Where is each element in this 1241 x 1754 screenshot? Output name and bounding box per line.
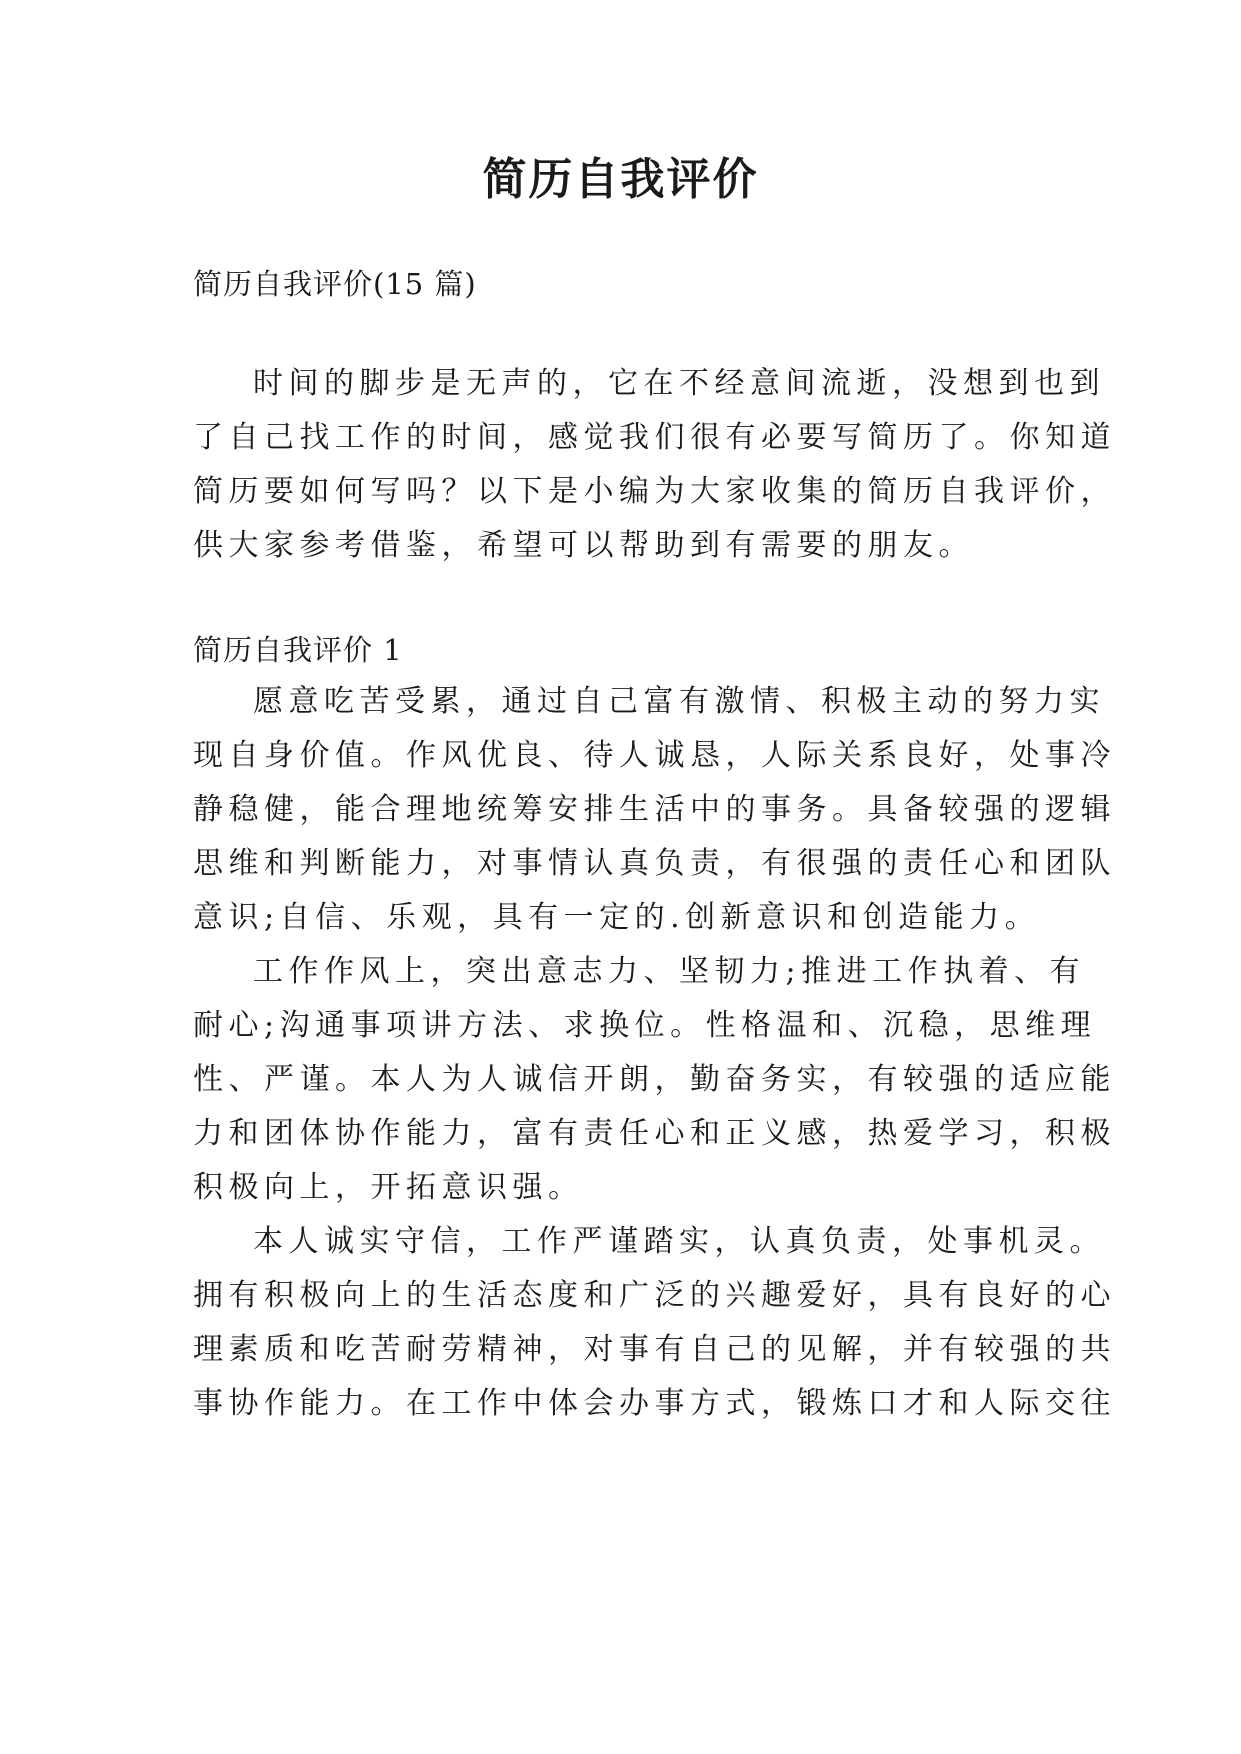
- intro-line: 时间的脚步是无声的，它在不经意间流逝，没想到也到: [253, 366, 1105, 401]
- paragraph-line: 力和团体协作能力，富有责任心和正义感，热爱学习，积极: [193, 1116, 1116, 1151]
- paragraph-line: 耐心;沟通事项讲方法、求换位。性格温和、沉稳，思维理: [193, 1008, 1097, 1043]
- document-subtitle: 简历自我评价(15 篇): [193, 267, 477, 301]
- intro-line: 供大家参考借鉴，希望可以帮助到有需要的朋友。: [193, 528, 974, 563]
- paragraph-line: 理素质和吃苦耐劳精神，对事有自己的见解，并有较强的共: [193, 1332, 1116, 1367]
- paragraph-line: 本人诚实守信，工作严谨踏实，认真负责，处事机灵。: [253, 1224, 1105, 1259]
- paragraph-line: 现自身价值。作风优良、待人诚恳，人际关系良好，处事冷: [193, 738, 1116, 773]
- paragraph-line: 事协作能力。在工作中体会办事方式，锻炼口才和人际交往: [193, 1386, 1116, 1421]
- paragraph-line: 静稳健，能合理地统筹安排生活中的事务。具备较强的逻辑: [193, 792, 1116, 827]
- intro-line: 简历要如何写吗？以下是小编为大家收集的简历自我评价，: [193, 474, 1116, 509]
- section-heading: 简历自我评价 1: [193, 633, 403, 667]
- intro-line: 了自己找工作的时间，感觉我们很有必要写简历了。你知道: [193, 420, 1116, 455]
- paragraph-line: 工作作风上，突出意志力、坚韧力;推进工作执着、有: [253, 954, 1086, 989]
- paragraph-line: 拥有积极向上的生活态度和广泛的兴趣爱好，具有良好的心: [193, 1278, 1116, 1313]
- paragraph-line: 性、严谨。本人为人诚信开朗，勤奋务实，有较强的适应能: [193, 1062, 1116, 1097]
- paragraph-line: 意识;自信、乐观，具有一定的.创新意识和创造能力。: [193, 900, 1041, 935]
- paragraph-line: 思维和判断能力，对事情认真负责，有很强的责任心和团队: [193, 846, 1116, 881]
- paragraph-line: 积极向上，开拓意识强。: [193, 1170, 584, 1205]
- paragraph-line: 愿意吃苦受累，通过自己富有激情、积极主动的努力实: [253, 684, 1105, 719]
- document-title: 简历自我评价: [482, 154, 759, 205]
